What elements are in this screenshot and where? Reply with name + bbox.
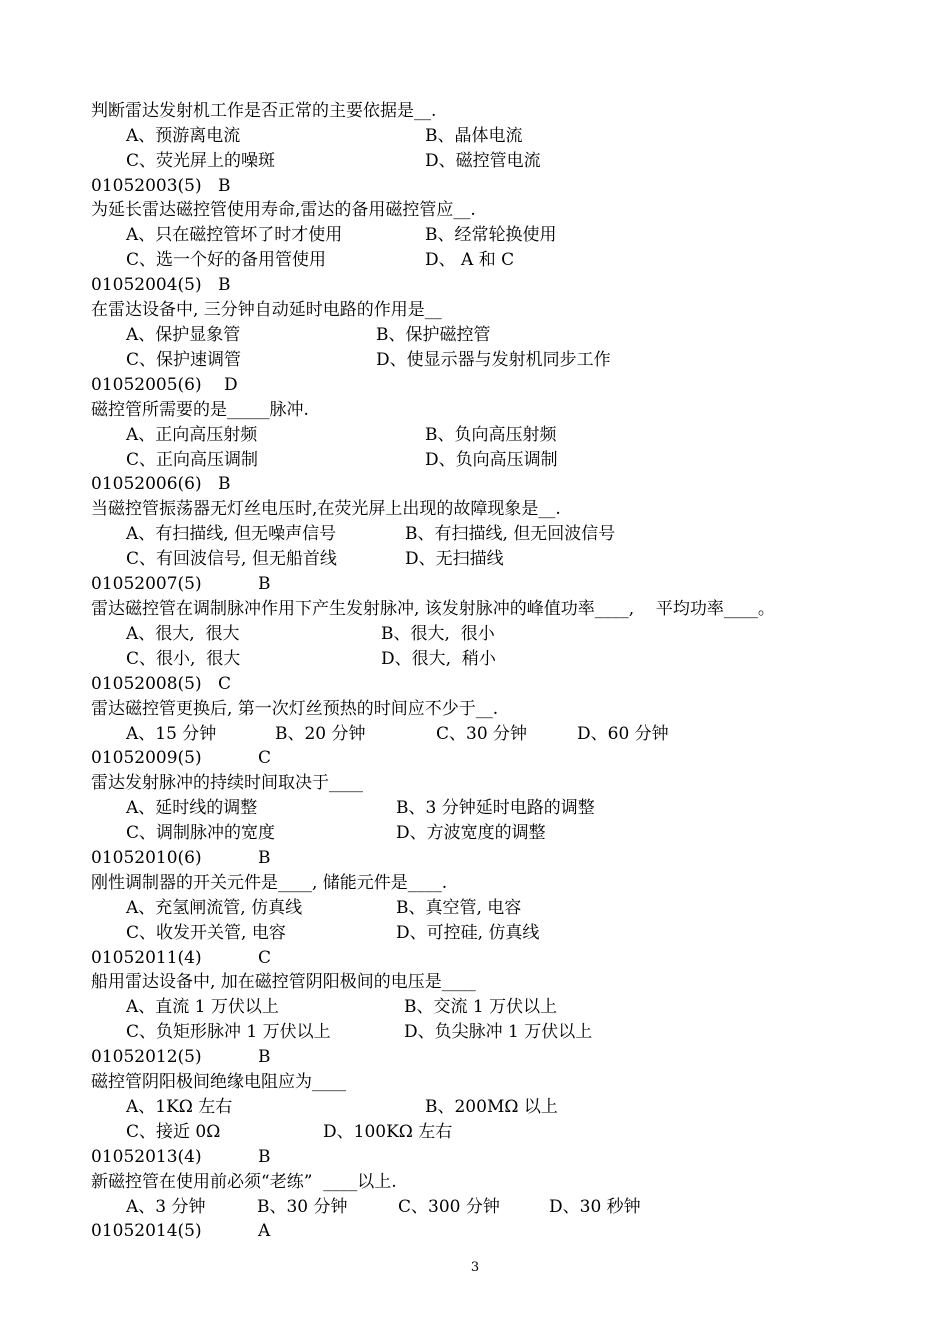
option-d: D、负尖脉冲 1 万伏以上 [404, 1022, 593, 1042]
question-stem: 磁控管阴阳极间绝缘电阻应为____ [91, 1072, 346, 1092]
option-a: A、1KΩ 左右 [126, 1097, 233, 1117]
option-b: B、很大, 很小 [381, 624, 495, 644]
option-d: D、方波宽度的调整 [396, 823, 546, 843]
option-b: B、交流 1 万伏以上 [404, 997, 558, 1017]
option-a: A、充氢闸流管, 仿真线 [126, 898, 303, 918]
question-code: 01052008(5) [91, 674, 202, 694]
question-stem: 雷达磁控管更换后, 第一次灯丝预热的时间应不少于__. [91, 699, 499, 719]
answer: B [258, 1147, 271, 1167]
option-d: D、负向高压调制 [425, 450, 558, 470]
option-b: B、负向高压射频 [425, 425, 557, 445]
option-d: D、100KΩ 左右 [323, 1122, 453, 1142]
answer: D [224, 375, 238, 395]
question-code: 01052007(5) [91, 574, 202, 594]
answer: C [258, 748, 272, 768]
question-stem: 雷达磁控管在调制脉冲作用下产生发射脉冲, 该发射脉冲的峰值功率____, 平均功率____。 [91, 599, 775, 619]
option-b: B、真空管, 电容 [396, 898, 522, 918]
question-stem: 雷达发射脉冲的持续时间取决于____ [91, 773, 363, 793]
option-d: D、30 秒钟 [549, 1197, 641, 1217]
question-code: 01052011(4) [91, 948, 202, 968]
option-b: B、200MΩ 以上 [425, 1097, 558, 1117]
question-code: 01052004(5) [91, 275, 202, 295]
option-d: D、可控硅, 仿真线 [396, 923, 540, 943]
option-a: A、15 分钟 [126, 724, 217, 744]
option-b: B、有扫描线, 但无回波信号 [405, 524, 616, 544]
option-c: C、接近 0Ω [126, 1122, 221, 1142]
option-c: C、30 分钟 [436, 724, 528, 744]
question-stem: 当磁控管振荡器无灯丝电压时,在荧光屏上出现的故障现象是__. [91, 499, 561, 519]
question-code: 01052005(6) [91, 375, 202, 395]
answer: C [258, 948, 272, 968]
option-b: B、3 分钟延时电路的调整 [396, 798, 595, 818]
option-a: A、延时线的调整 [126, 798, 258, 818]
question-stem: 磁控管所需要的是_____脉冲. [91, 400, 309, 420]
option-a: A、有扫描线, 但无噪声信号 [126, 524, 337, 544]
option-c: C、很小, 很大 [126, 649, 241, 669]
option-c: C、调制脉冲的宽度 [126, 823, 276, 843]
question-stem: 为延长雷达磁控管使用寿命,雷达的备用磁控管应__. [91, 200, 476, 220]
option-b: B、经常轮换使用 [425, 225, 557, 245]
option-a: A、正向高压射频 [126, 425, 258, 445]
answer: C [218, 674, 232, 694]
question-code: 01052009(5) [91, 748, 202, 768]
question-stem: 判断雷达发射机工作是否正常的主要依据是__. [91, 101, 437, 121]
answer: B [258, 848, 271, 868]
question-stem: 在雷达设备中, 三分钟自动延时电路的作用是__ [91, 300, 442, 320]
option-a: A、直流 1 万伏以上 [126, 997, 279, 1017]
option-b: B、20 分钟 [275, 724, 366, 744]
option-d: D、60 分钟 [577, 724, 669, 744]
question-code: 01052006(6) [91, 474, 202, 494]
answer: B [258, 1047, 271, 1067]
option-d: D、无扫描线 [405, 549, 504, 569]
option-c: C、保护速调管 [126, 350, 242, 370]
answer: B [218, 474, 231, 494]
option-c: C、荧光屏上的噪斑 [126, 151, 276, 171]
question-stem: 船用雷达设备中, 加在磁控管阴阳极间的电压是____ [91, 972, 476, 992]
option-d: D、磁控管电流 [425, 151, 541, 171]
option-a: A、保护显象管 [126, 325, 241, 345]
question-code: 01052012(5) [91, 1047, 202, 1067]
option-c: C、负矩形脉冲 1 万伏以上 [126, 1022, 331, 1042]
option-d: D、使显示器与发射机同步工作 [376, 350, 611, 370]
option-a: A、很大, 很大 [126, 624, 240, 644]
option-c: C、选一个好的备用管使用 [126, 250, 327, 270]
option-c: C、收发开关管, 电容 [126, 923, 286, 943]
option-a: A、预游离电流 [126, 126, 241, 146]
answer: B [218, 176, 231, 196]
option-d: D、很大, 稍小 [381, 649, 496, 669]
option-b: B、晶体电流 [425, 126, 523, 146]
page-number: 3 [470, 1260, 480, 1275]
option-b: B、保护磁控管 [376, 325, 491, 345]
option-c: C、正向高压调制 [126, 450, 259, 470]
answer: B [218, 275, 231, 295]
option-c: C、300 分钟 [398, 1197, 500, 1217]
option-a: A、只在磁控管坏了时才使用 [126, 225, 343, 245]
question-code: 01052003(5) [91, 176, 202, 196]
question-stem: 刚性调制器的开关元件是____, 储能元件是____. [91, 873, 448, 893]
option-b: B、30 分钟 [257, 1197, 348, 1217]
answer: B [258, 574, 271, 594]
answer: A [258, 1221, 271, 1241]
question-code: 01052013(4) [91, 1147, 202, 1167]
option-d: D、 A 和 C [425, 250, 515, 270]
question-code: 01052014(5) [91, 1221, 202, 1241]
question-stem: 新磁控管在使用前必须“老练” ____以上. [91, 1172, 397, 1192]
question-code: 01052010(6) [91, 848, 202, 868]
option-c: C、有回波信号, 但无船首线 [126, 549, 337, 569]
option-a: A、3 分钟 [126, 1197, 206, 1217]
